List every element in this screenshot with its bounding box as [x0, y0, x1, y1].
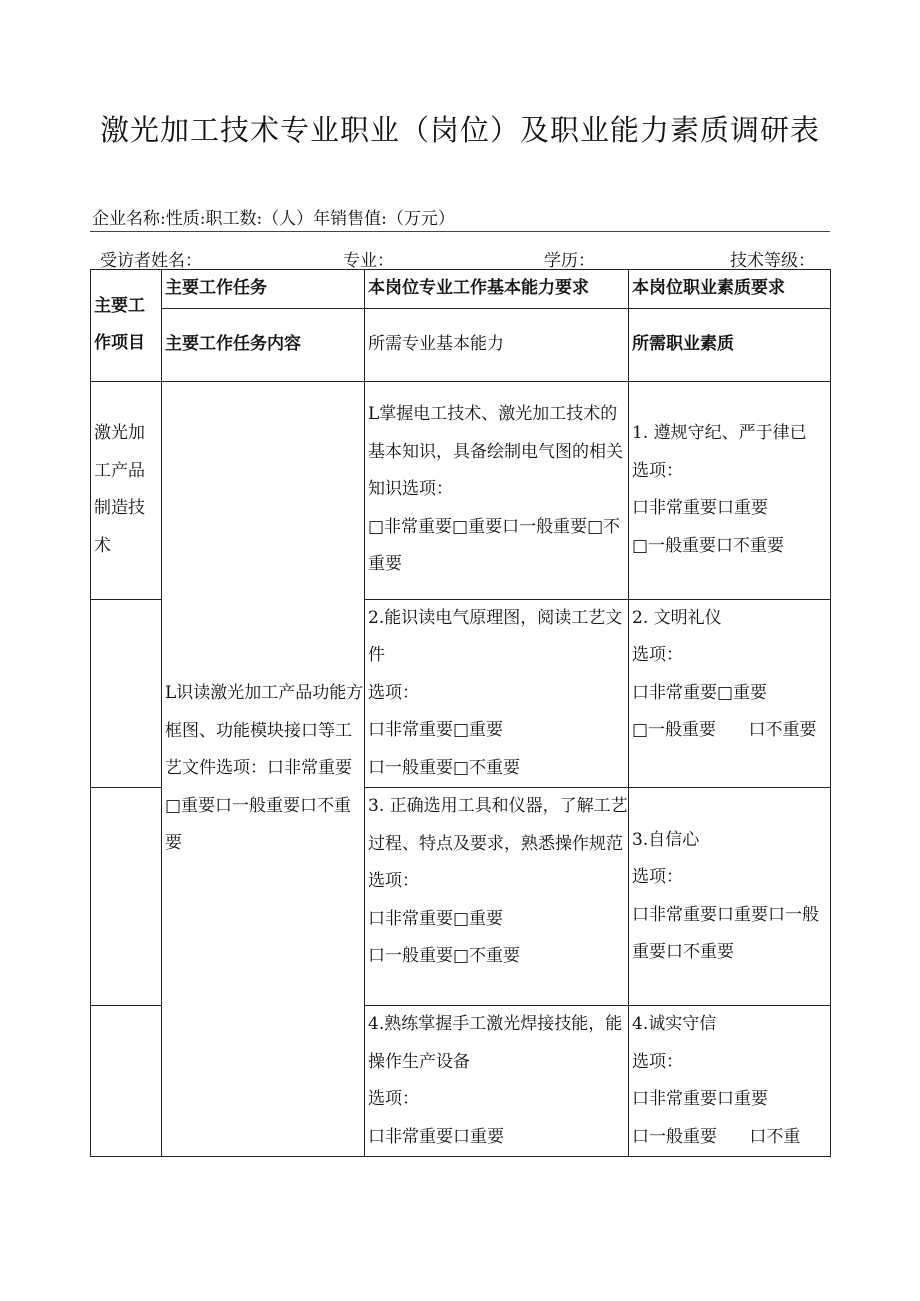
- ability-3-select-label: 选项：: [368, 871, 419, 891]
- ability-4-select-label: 选项：: [368, 1089, 419, 1109]
- header-task: 主要工作任务: [162, 270, 365, 309]
- quality-3-text: 3.自信心: [632, 829, 700, 850]
- header-task-content: 主要工作任务内容: [162, 308, 365, 381]
- company-info-line: 企业名称:性质:职工数:（人）年销售值:（万元）: [92, 209, 455, 229]
- header-ability: 本岗位专业工作基本能力要求: [365, 270, 629, 309]
- header-quality: 本岗位职业素质要求: [629, 270, 831, 309]
- quality-1-options-2: □一般重要口不重要: [632, 535, 785, 556]
- ability-cell-3: [365, 788, 629, 1006]
- quality-1-options-1: 口非常重要口重要: [632, 498, 768, 518]
- quality-4-options-1: 口非常重要口重要: [632, 1089, 768, 1109]
- ability-3-text: 3. 正确选用工具和仪器，了解工艺过程、特点及要求，熟悉操作规范: [368, 796, 628, 854]
- major-label: 专业：: [343, 251, 394, 271]
- ability-1-options: □非常重要□重要口一般重要□不重要: [368, 516, 621, 575]
- ability-4-text: 4.熟练掌握手工激光焊接技能，能操作生产设备: [368, 1014, 623, 1072]
- quality-4-options-2: 口一般重要 口不重: [632, 1126, 801, 1147]
- quality-1-select-label: 选项：: [632, 460, 683, 481]
- survey-table: [90, 269, 831, 1157]
- ability-3-options-2: 口一般重要□不重要: [368, 946, 521, 966]
- quality-cell-4: [629, 1006, 831, 1157]
- ability-2-select-label: 选项：: [368, 682, 419, 703]
- header-required-ability: 所需专业基本能力: [365, 308, 629, 381]
- page-title: 激光加工技术专业职业（岗位）及职业能力素质调研表: [99, 113, 820, 147]
- project-name-cell: 激光加工产品制造技术: [91, 381, 162, 599]
- task-content-cell: L识读激光加工产品功能方框图、功能模块接口等工艺文件选项：口非常重要□重要口一般重要口不重要: [162, 381, 365, 1157]
- ability-1-text: L掌握电工技术、激光加工技术的基本知识，具备绘制电气图的相关知识选项：: [368, 404, 623, 500]
- quality-2-options-2: □一般重要 口不重要: [632, 720, 817, 740]
- project-empty-cell: [91, 599, 162, 788]
- ability-2-text: 2.能识读电气原理图，阅读工艺文件: [368, 607, 623, 665]
- ability-2-options-2: 口一般重要□不重要: [368, 757, 521, 778]
- interviewee-name-label: 受访者姓名：: [100, 251, 202, 271]
- ability-cell-2: [365, 599, 629, 788]
- project-empty-cell: [91, 1006, 162, 1157]
- divider: [90, 231, 830, 232]
- ability-cell-4: [365, 1006, 629, 1157]
- ability-4-options-1: 口非常重要口重要: [368, 1126, 504, 1147]
- quality-cell-2: [629, 599, 831, 788]
- quality-3-options-1: 口非常重要口重要口一般重要口不重要: [632, 904, 819, 962]
- quality-4-text: 4.诚实守信: [632, 1014, 717, 1034]
- tech-level-label: 技术等级：: [730, 251, 815, 271]
- quality-3-select-label: 选项：: [632, 867, 683, 887]
- quality-4-select-label: 选项：: [632, 1051, 683, 1072]
- quality-cell-1: [629, 381, 831, 599]
- project-empty-cell: [91, 788, 162, 1006]
- header-required-quality: 所需职业素质: [629, 308, 831, 381]
- ability-cell-1: [365, 381, 629, 599]
- ability-2-options-1: 口非常重要□重要: [368, 720, 504, 740]
- quality-cell-3: [629, 788, 831, 1006]
- quality-2-options-1: 口非常重要□重要: [632, 682, 768, 703]
- ability-3-options-1: 口非常重要□重要: [368, 908, 504, 929]
- education-label: 学历：: [544, 251, 595, 271]
- main-item-header: 主要工作项目: [91, 270, 162, 382]
- quality-2-text: 2. 文明礼仪: [632, 607, 722, 628]
- quality-1-text: 1. 遵规守纪、严于律已: [632, 423, 807, 443]
- quality-2-select-label: 选项：: [632, 645, 683, 665]
